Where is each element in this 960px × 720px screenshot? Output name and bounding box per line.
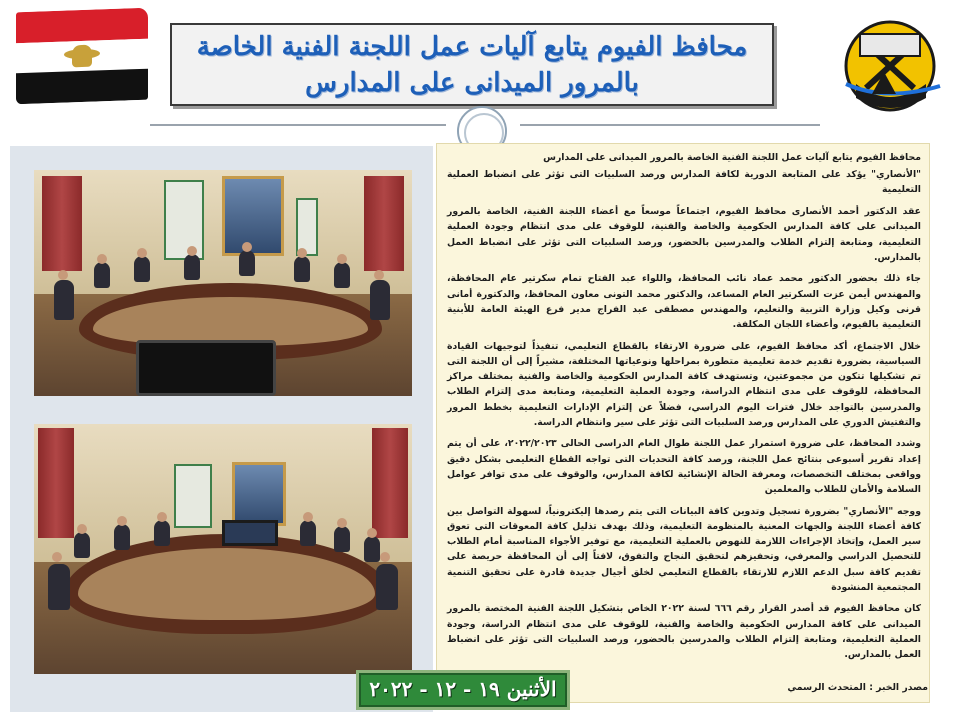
article-body	[436, 143, 930, 703]
article-subheadline: "الأنصاري" يؤكد على المتابعة الدورية لكافة المدارس ورصد السلبيات التى تؤثر على انضباط العملية التعليمية	[447, 169, 921, 196]
article-paragraph: وشدد المحافظ، على ضرورة استمرار عمل اللجنة طوال العام الدراسى الحالى ٢٠٢٢/٢٠٢٣، على أن يتم إعداد تقرير أسبوعى بنتائج عمل اللجنة، ورصد كافة التحديات التى تواجه القطاع التعليمى بشكل دقيق وواقعى بمختلف التخصصات، ومعرفة الحالة الإنشائية لكافة المدارس، والوقوف على مدى توافر عوامل السلامة والأمان للطلاب والمعلمين	[447, 438, 921, 496]
fayoum-governorate-logo-icon	[836, 14, 948, 118]
news-source: مصدر الخبر : المتحدث الرسمي	[787, 682, 928, 693]
article-paragraph: خلال الاجتماع، أكد محافظ الفيوم، على ضرورة الارتقاء بالقطاع التعليمي، تنفيذاً لتوجيهات القيادة السياسية، بضرورة تقديم خدمة تعليمية متطورة بمراحلها ونوعياتها المختلفة، مشيراً إلى أن اللجنة التى تم تشكيلها تتكون من مجموعتين، وتستهدف كافة المدارس الحكومية والخاصة والفنية بمختلف مراكز المحافظة، للوقوف على مدى انتظام الدراسة، وجودة العملية التعليمية، ومتابعة مدى إلتزام الطلاب والمدرسين بالتواجد خلال فترات اليوم الدراسي، فضلاً عن إلتزام الإدارات التعليمية بخطط المرور والتفتيش الدوري على المدارس ورصد السلبيات التى تؤثر على سير وانتظام الدراسة.	[447, 340, 921, 428]
article-paragraph: جاء ذلك بحضور الدكتور محمد عماد نائب المحافظ، واللواء عبد الفتاح تمام سكرتير عام المحافظة، والمهندس أيمن عزت السكرتير العام المساعد، والدكتور محمد التونى معاون المحافظ، والدكتورة أمانى قرنى وكيل وزارة التربية والتعليم، والمهندس مصطفى عبد الفراج مدير فرع الهيئة العامة للأبنية التعليمية بالفيوم، وأعضاء اللجان المكلفة.	[447, 273, 921, 331]
article-paragraph: ووجه "الأنصاري" بضرورة تسجيل وتدوين كافة البيانات التى يتم رصدها إليكترونياً، لسهولة التواصل بين كافة أعضاء اللجنة والجهات المعنية بالمنظومة التعليمية، وذلك بهدف تذليل كافة المعوقات التى تعوق سير العمل، وإتخاذ الإجراءات اللازمة للنهوض بالعملية التعليمية، مع توفير الأجواء المناسبة أمام الطلاب للتحصيل الدراسي والمعرفي، وتحفيزهم لتحقيق النجاح والتفوق، لافتاً إلى أن المحافظة حريصة على تقديم كافة سبل الدعم اللازم للارتقاء بالقطاع التعليمي لخلق أجيال جديدة قادرة على تحقيق التنمية المجتمعية المنشودة	[447, 505, 921, 593]
meeting-photo-1-icon	[34, 170, 412, 396]
egypt-flag-icon	[16, 8, 148, 105]
headline-line-1: محافظ الفيوم يتابع آليات عمل اللجنة الفنية الخاصة	[196, 32, 748, 62]
separator-line-left	[150, 124, 446, 126]
headline-line-2: بالمرور الميدانى على المدارس	[305, 68, 639, 98]
article-paragraph: كان محافظ الفيوم قد أصدر القرار رقم ٦٦٦ لسنة ٢٠٢٢ الخاص بتشكيل اللجنة الفنية المختصة بالمرور الميدانى على كافة المدارس الحكومية والخاصة والفنية، للوقوف على مدى انتظام الدراسة، وجودة العملية التعليمية، ومتابعة إلتزام الطلاب والمدرسين بالحضور، ورصد السلبيات التى تؤثر على انضباط العمل بالمدارس.	[447, 603, 922, 661]
date-banner: الأثنين ١٩ - ١٢ - ٢٠٢٢	[356, 670, 570, 710]
meeting-photo-2-icon	[34, 424, 412, 674]
article-headline: محافظ الفيوم يتابع آليات عمل اللجنة الفنية الخاصة بالمرور الميدانى على المدارس	[543, 152, 921, 163]
headline-box	[170, 23, 774, 106]
separator-line-right	[520, 124, 820, 126]
photo-panel	[10, 146, 433, 712]
article-paragraph: عقد الدكتور أحمد الأنصارى محافظ الفيوم، اجتماعاً موسعاً مع أعضاء اللجنة الفنية، الخاصة بالمرور الميدانى على كافة المدارس الحكومية والخاصة والفنية، للوقوف على مدى انتظام وجودة العملية التعليمية، ومتابعة إلتزام الطلاب والمدرسين بالحضور، ورصد السلبيات التى تؤثر على انضباط العمل بالمدارس.	[447, 206, 921, 263]
